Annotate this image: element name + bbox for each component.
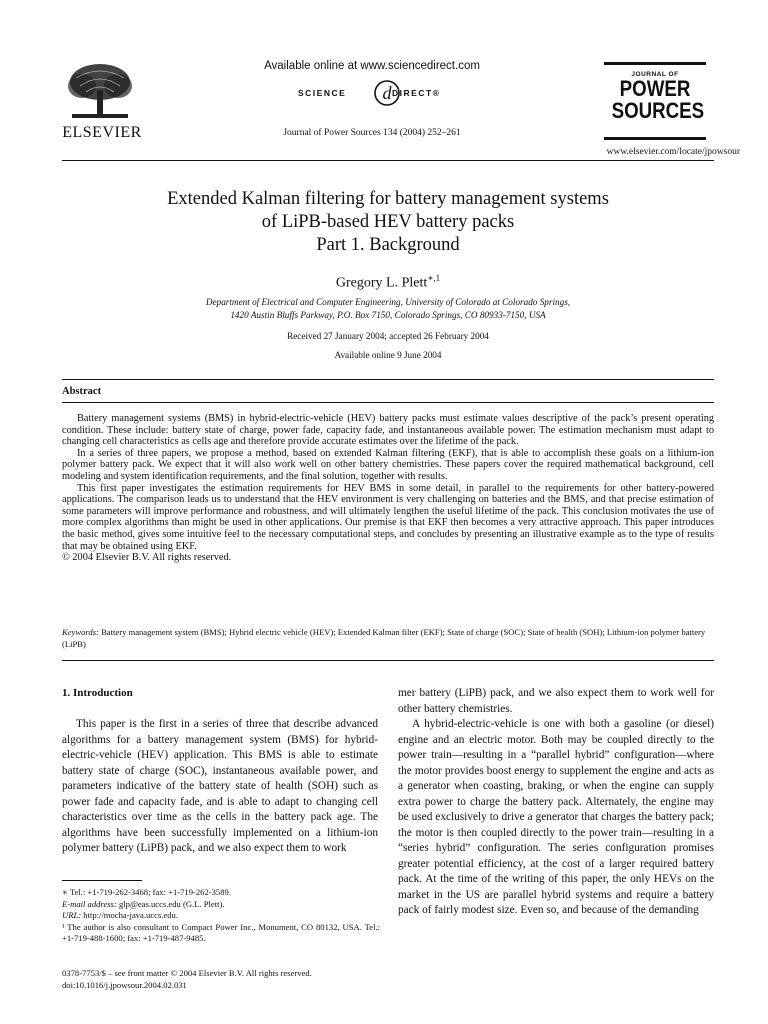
author-line xyxy=(62,273,714,292)
received-dates: Received 27 January 2004; accepted 26 February 2004 xyxy=(287,331,489,341)
footnote-consultant: ¹ The author is also consultant to Compact Power Inc., Monument, CO 80132, USA. Tel.: +1-719-488-1600; fax: +1-719-487-9485. xyxy=(62,921,380,943)
abstract-heading: Abstract xyxy=(62,386,102,397)
column-right xyxy=(398,686,714,919)
keywords-text: Battery management system (BMS); Hybrid electric vehicle (HEV); Extended Kalman filter (EKF); State of charge (SOC); State of health (SOH); Lithium-ion polymer battery (LiPB) xyxy=(62,627,706,649)
title-line-3: Part 1. Background xyxy=(316,235,460,255)
url-value[interactable]: http://mocha-java.uccs.edu. xyxy=(81,910,178,920)
footnote-tel: ∗ Tel.: +1-719-262-3468; fax: +1-719-262-3589. xyxy=(62,887,231,897)
intro-continuation: well for other battery chemistries. xyxy=(398,687,714,715)
header-divider xyxy=(62,160,714,161)
paper-title xyxy=(62,188,714,257)
page-footer xyxy=(62,967,382,991)
abstract-paragraph-2: In a series of three papers, we propose a method, based on extended Kalman filtering (EKF), that is able to accomplish these goals on a lithium-ion polymer battery pack. We expect that it will also work well on other battery chemistries. These papers cover the required mathematical background, cell modeling and system identification requirements, and the final solution, together with results. xyxy=(62,447,714,482)
affiliation-line-2: 1420 Austin Bluffs Parkway, P.O. Box 7150, Colorado Springs, CO 80933-7150, USA xyxy=(230,310,546,320)
keywords-label: Keywords: xyxy=(62,627,99,637)
journal-citation: Journal of Power Sources 134 (2004) 252–261 xyxy=(283,128,461,138)
keywords xyxy=(62,627,714,650)
publisher-name: ELSEVIER xyxy=(62,124,142,141)
title-line-2: of LiPB-based HEV battery packs xyxy=(261,212,515,232)
sciencedirect-word-right: DIRECT® xyxy=(392,88,441,98)
journal-logo-small: JOURNAL OF xyxy=(631,71,679,78)
abstract-paragraph-3: This first paper investigates the estimation requirements for HEV BMS in some detail, in parallel to the requirements for other battery-powered applications. The comparison leads us to understand that the HEV environment is very challenging on batteries and the BMS, and that precise estimation of some parameters will improve performance and robustness, and will ultimately lengthen the useful lifetime of the pack. This conclusion motivates the use of more complex algorithms than might be used in other applications. Our premise is that EKF then becomes a very attractive approach. This paper introduces the basic method, gives some intuitive feel to the necessary computational steps, and concludes by presenting an illustrative example as to the type of results that may be obtained using EKF. xyxy=(62,482,714,552)
intro-paragraph-1-continued: mer battery (LiPB) pack, and we also expect them to work well for other battery chemistries. xyxy=(398,687,714,715)
footnote-url xyxy=(62,910,380,922)
journal-logo-line2: SOURCES xyxy=(611,98,705,123)
column-left xyxy=(62,717,378,857)
abstract-copyright: © 2004 Elsevier B.V. All rights reserved. xyxy=(62,552,232,564)
available-online-date: Available online 9 June 2004 xyxy=(334,350,442,360)
footnotes xyxy=(62,887,380,945)
abstract-heading-rule xyxy=(62,402,714,403)
footnote-rule xyxy=(62,880,142,881)
intro-paragraph-2: A hybrid-electric-vehicle is one with both a gasoline (or diesel) engine and an electric motor. Both may be coupled directly to the power train—resulting in a “parallel hybrid” configuration—where the motor provides boost energy to supplement the engine and acts as a generator when coasting, braking, or when the engine can supply extra power to charge the battery pack. Alternately, the engine may be used exclusively to drive a generator that charges the battery pack; the motor is then coupled directly to the power train—resulting in a “series hybrid” configuration. The series configuration promises greater potential efficiency, at the cost of a larger required battery pack. At the time of the writing of this paper, the only HEVs on the market in the US are parallel hybrid systems and require a battery pack of fairly modest size. Even so, and because of the demanding xyxy=(398,718,714,916)
affiliation-line-1: Department of Electrical and Computer Engineering, University of Colorado at Colorado Springs, xyxy=(205,297,571,307)
author-marks[interactable]: ∗,1 xyxy=(427,273,441,283)
affiliation xyxy=(62,296,714,322)
sciencedirect-word-left: SCIENCE xyxy=(298,88,347,98)
email-label: E-mail address: xyxy=(62,898,117,909)
svg-text:d: d xyxy=(382,83,392,103)
email-value[interactable]: glp@eas.uccs.edu (G.L. Plett). xyxy=(116,898,225,909)
intro-paragraph-1: This paper is the first in a series of three that describe advanced algorithms for a battery management system (BMS) for hybrid-electric-vehicle (HEV) application. This BMS is able to estimate battery state of charge (SOC), instantaneous available power, and parameters indicative of the battery state of health (SOH) such as power fade and capacity fade, and is able to adapt to changing cell characteristics over time as the cells in the battery pack age. The algorithms have been successfully implemented on a lithium-ion polymer battery (LiPB) pack, and we also expect them to work xyxy=(62,718,378,854)
journal-url[interactable]: www.elsevier.com/locate/jpowsour xyxy=(606,147,740,157)
keywords-rule xyxy=(62,660,714,661)
journal-logo-line1: POWER xyxy=(619,76,691,101)
footnote-email xyxy=(62,899,380,911)
url-label: URL: xyxy=(62,910,82,920)
abstract-paragraph-1: Battery management systems (BMS) in hybrid-electric-vehicle (HEV) battery packs must estimate values descriptive of the pack’s present operating condition. These include: battery state of charge, power fade, capacity fade, and instantaneous available power. The estimation mechanism must adapt to changing cell characteristics as cells age and therefore provide accurate estimates over the lifetime of the pack. xyxy=(62,413,714,448)
abstract-body xyxy=(62,413,714,564)
section-heading-introduction: 1. Introduction xyxy=(62,687,133,699)
author-name: Gregory L. Plett xyxy=(335,275,428,291)
available-online-line[interactable]: Available online at www.sciencedirect.com xyxy=(264,60,480,72)
elsevier-tree-logo xyxy=(62,60,138,124)
footer-doi[interactable]: doi:10.1016/j.jpowsour.2004.02.031 xyxy=(62,980,187,990)
title-line-1: Extended Kalman filtering for battery management systems xyxy=(167,189,609,209)
abstract-top-rule xyxy=(62,379,714,380)
journal-logo xyxy=(604,62,706,140)
footer-issn: 0378-7753/$ – see front matter © 2004 Elsevier B.V. All rights reserved. xyxy=(62,968,312,978)
